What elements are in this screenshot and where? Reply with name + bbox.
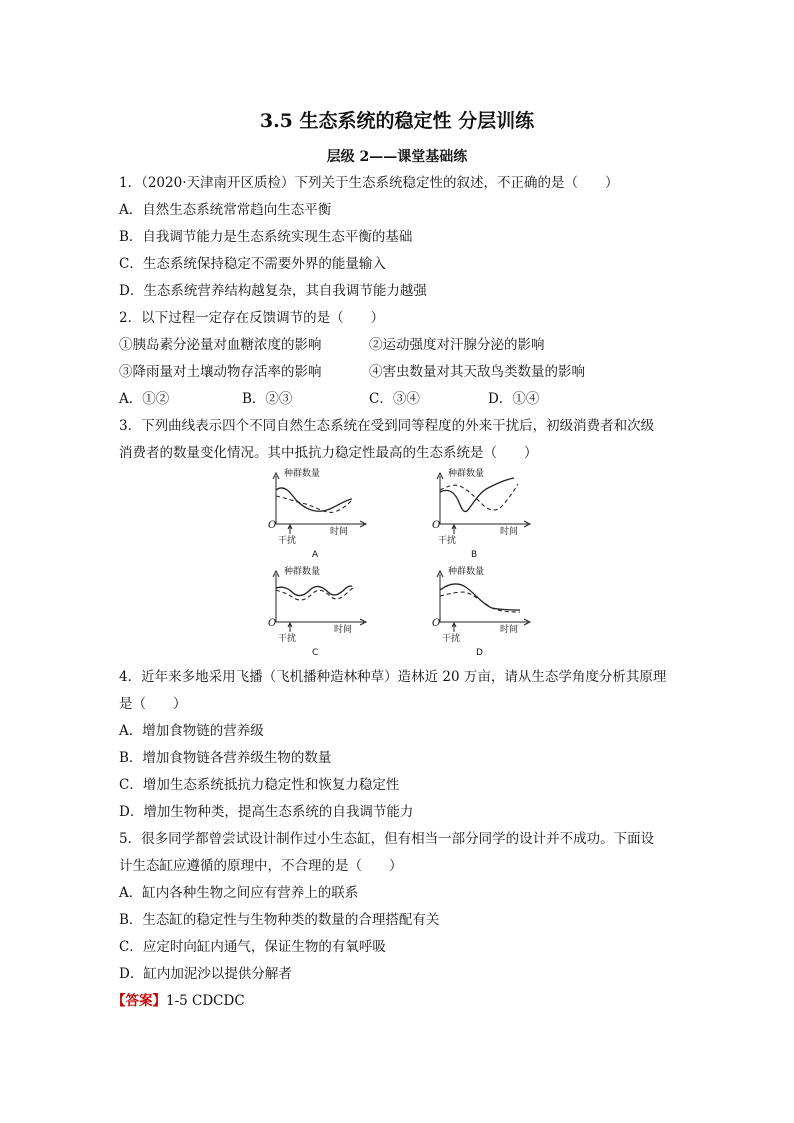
graph-c-secondary-curve	[276, 588, 354, 600]
graph-a-disturb-label: 干扰	[278, 536, 297, 546]
graph-d-secondary-curve	[440, 592, 520, 612]
answer-value: 1-5 CDCDC	[166, 993, 245, 1009]
question-5-stem-line-1: 5．很多同学都曾尝试设计制作过小生态缸，但有相当一部分同学的设计并不成功。下面设	[119, 831, 655, 847]
graph-d-ylabel: 种群数量	[448, 567, 485, 577]
question-3-stem-line-2: 消费者的数量变化情况。其中抵抗力稳定性最高的生态系统是（ ）	[119, 445, 538, 461]
question-1-option-d: D．生态系统营养结构越复杂，其自我调节能力越强	[119, 283, 427, 299]
question-4-option-a: A．增加食物链的营养级	[119, 723, 264, 739]
graph-c-caption: C	[312, 648, 319, 658]
graph-b	[424, 466, 534, 562]
question-3-stem-line-1: 3．下列曲线表示四个不同自然生态系统在受到同等程度的外来干扰后，初级消费者和次级	[119, 418, 655, 434]
question-2-item-3: ③降雨量对土壤动物存活率的影响	[119, 364, 322, 380]
question-4-stem-line-1: 4．近年来多地采用飞播（飞机播种造林种草）造林近 20 万亩，请从生态学角度分析其原理	[119, 669, 667, 685]
question-1-option-a: A．自然生态系统常常趋向生态平衡	[119, 202, 332, 218]
graph-c-origin: O	[268, 618, 277, 629]
question-4-stem-line-2: 是（ ）	[119, 696, 187, 712]
graph-d-caption: D	[476, 648, 483, 658]
question-2-item-2: ②运动强度对汗腺分泌的影响	[369, 337, 545, 353]
graph-b-secondary-curve	[440, 484, 518, 510]
question-5-option-b: B．生态缸的稳定性与生物种类的数量的合理搭配有关	[119, 912, 440, 928]
question-2-option-d: D．①④	[488, 391, 540, 407]
graph-a-ylabel: 种群数量	[284, 469, 321, 479]
graph-c-disturb-label: 干扰	[278, 634, 297, 644]
question-1-stem: 1．（2020·天津南开区质检）下列关于生态系统稳定性的叙述，不正确的是（ ）	[119, 175, 619, 191]
graph-b-disturb-label: 干扰	[438, 536, 457, 546]
graph-b-ylabel: 种群数量	[448, 469, 485, 479]
question-5-option-a: A．缸内各种生物之间应有营养上的联系	[119, 885, 359, 901]
question-2-option-c: C．③④	[369, 391, 420, 407]
graph-a-xlabel: 时间	[330, 527, 349, 537]
graph-c-primary-curve	[276, 586, 352, 596]
graph-b-caption: B	[471, 550, 478, 560]
graph-d	[424, 564, 534, 660]
question-5-stem-line-2: 计生态缸应遵循的原理中，不合理的是（ ）	[119, 858, 403, 874]
question-1-option-c: C．生态系统保持稳定不需要外界的能量输入	[119, 256, 386, 272]
question-4-option-b: B．增加食物链各营养级生物的数量	[119, 750, 332, 766]
graph-c-xlabel: 时间	[334, 625, 353, 635]
graph-a-primary-curve	[276, 488, 352, 511]
graph-a-origin: O	[268, 520, 277, 531]
question-2-item-1: ①胰岛素分泌量对血糖浓度的影响	[119, 337, 322, 353]
graph-b-xlabel: 时间	[500, 527, 519, 537]
question-1-option-b: B．自我调节能力是生态系统实现生态平衡的基础	[119, 229, 413, 245]
graph-c-ylabel: 种群数量	[284, 567, 321, 577]
section-subtitle: 层级 2——课堂基础练	[326, 149, 468, 165]
graph-d-primary-curve	[440, 584, 520, 610]
question-5-option-d: D．缸内加泥沙以提供分解者	[119, 966, 292, 982]
question-2-item-4: ④害虫数量对其天敌鸟类数量的影响	[369, 364, 585, 380]
question-2-stem: 2．以下过程一定存在反馈调节的是（ ）	[119, 310, 385, 326]
question-4-option-c: C．增加生态系统抵抗力稳定性和恢复力稳定性	[119, 777, 400, 793]
question-2-option-b: B．②③	[242, 391, 293, 407]
answer-label: 【答案】	[112, 993, 166, 1009]
question-4-option-d: D．增加生物种类，提高生态系统的自我调节能力	[119, 804, 414, 820]
graph-a-caption: A	[312, 550, 319, 560]
graph-b-primary-curve	[440, 478, 514, 512]
graph-a	[260, 466, 370, 562]
answer-line	[112, 989, 245, 1009]
graph-d-disturb-label: 干扰	[442, 634, 461, 644]
page-title: 3.5 生态系统的稳定性 分层训练	[259, 110, 535, 132]
graph-d-origin: O	[432, 618, 441, 629]
question-5-option-c: C．应定时向缸内通气，保证生物的有氧呼吸	[119, 939, 386, 955]
graph-d-xlabel: 时间	[500, 625, 519, 635]
graph-b-origin: O	[432, 520, 441, 531]
graph-c	[260, 564, 370, 660]
question-2-option-a: A．①②	[119, 391, 170, 407]
